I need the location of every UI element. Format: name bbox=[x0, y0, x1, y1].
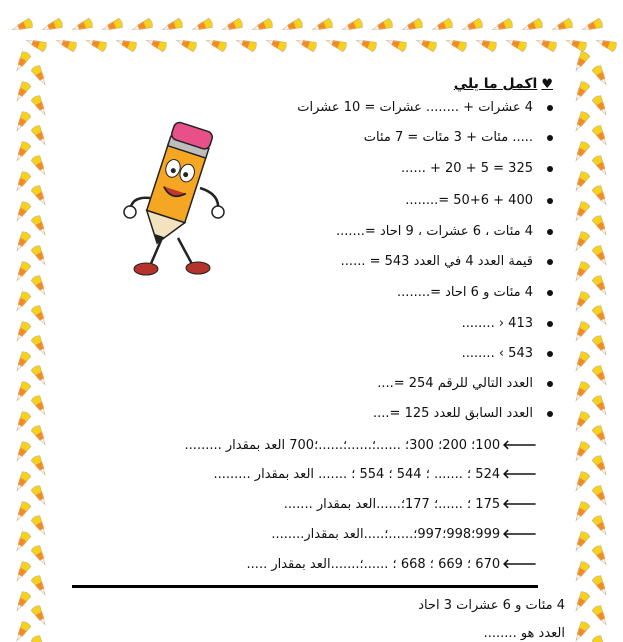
bullet-icon bbox=[547, 321, 553, 327]
list-item: قيمة العدد 4 في العدد 543 = ...... bbox=[341, 254, 553, 270]
arrow-left-icon: 🡐 bbox=[502, 438, 537, 453]
list-item: العدد التالي للرقم 254 =.... bbox=[377, 376, 553, 392]
title-text: اكمل ما يلي bbox=[453, 76, 538, 92]
list-item: العدد السابق للعدد 125 =.... bbox=[373, 406, 553, 422]
sequence-item: 🡐999؛998؛997؛......؛.....العد بمقدار........ bbox=[271, 527, 537, 542]
bullet-icon bbox=[547, 229, 553, 235]
bullet-icon bbox=[547, 381, 553, 387]
list-item: 543 › ........ bbox=[462, 346, 553, 362]
bullet-icon bbox=[547, 351, 553, 357]
list-item: 4 عشرات + ........ عشرات = 10 عشرات bbox=[297, 100, 553, 116]
pencil-character-icon bbox=[120, 118, 230, 278]
bullet-icon bbox=[547, 259, 553, 265]
divider bbox=[72, 585, 538, 588]
list-item: 325 = 5 + 20 + ...... bbox=[401, 161, 553, 177]
arrow-left-icon: 🡐 bbox=[502, 467, 537, 482]
worksheet-title bbox=[454, 76, 553, 92]
bullet-icon bbox=[547, 198, 553, 204]
list-item: 4 مئات و 6 احاد =........ bbox=[397, 285, 553, 301]
sequence-item: 🡐670 ؛ 669 ؛ 668 ؛ ......؛.......العد بمقدار ..... bbox=[246, 557, 537, 572]
bottom-answer: العدد هو ........ bbox=[483, 626, 565, 641]
arrow-left-icon: 🡐 bbox=[502, 527, 537, 542]
arrow-left-icon: 🡐 bbox=[502, 557, 537, 572]
bullet-icon bbox=[547, 135, 553, 141]
sequence-item: 🡐175 ؛ ......؛ 177؛......العد بمقدار ....... bbox=[283, 497, 537, 512]
list-item: ..... مئات + 3 مئات = 7 مئات bbox=[364, 130, 553, 146]
list-item: 400 + 50+6 =........ bbox=[405, 193, 553, 209]
bullet-icon bbox=[547, 105, 553, 111]
sequence-item: 🡐524 ؛ ....... ؛ 544 ؛ 554 ؛ ....... العد بمقدار ......... bbox=[213, 467, 537, 482]
bullet-icon bbox=[547, 411, 553, 417]
sequence-item: 🡐100؛ 200؛ 300؛ ......؛......؛......؛700 العد بمقدار ......... bbox=[184, 438, 537, 453]
list-item: 413 ‹ ........ bbox=[462, 316, 553, 332]
arrow-left-icon: 🡐 bbox=[502, 497, 537, 512]
list-item: 4 مئات ، 6 عشرات ، 9 احاد =....... bbox=[336, 224, 553, 240]
bullet-icon bbox=[547, 166, 553, 172]
heart-icon: ♥ bbox=[541, 77, 553, 92]
bottom-question: 4 مئات و 6 عشرات 3 احاد bbox=[418, 598, 565, 613]
bullet-icon bbox=[547, 290, 553, 296]
